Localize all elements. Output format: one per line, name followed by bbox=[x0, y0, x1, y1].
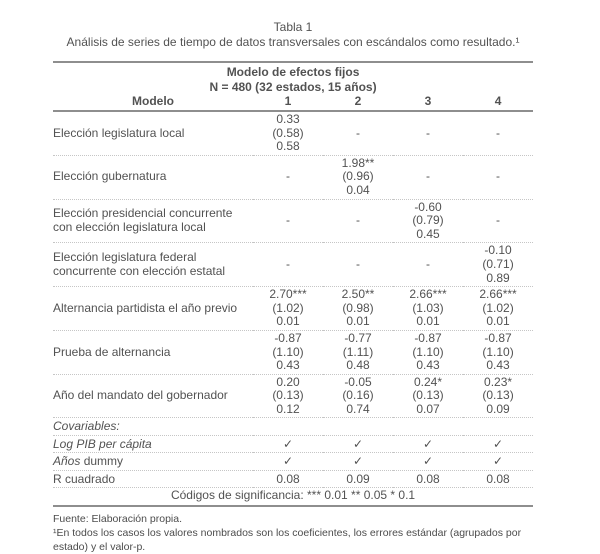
value-cell: -0.87 (1.10) 0.43 bbox=[412, 330, 444, 373]
value-cell: - bbox=[426, 256, 430, 271]
value-cell: -0.10 (0.71) 0.89 bbox=[482, 243, 514, 285]
table-row bbox=[53, 155, 533, 199]
effects-table bbox=[53, 61, 533, 507]
row-label: Elección legislatura federal concurrente con elección estatal bbox=[53, 250, 226, 278]
table-row bbox=[53, 243, 533, 287]
value-cell: - bbox=[286, 256, 290, 271]
value-cell: 1.98** (0.96) 0.04 bbox=[341, 155, 375, 197]
value-cell: - bbox=[356, 213, 360, 228]
row-label: Elección gubernatura bbox=[53, 169, 167, 184]
value-cell: 0.24* (0.13) 0.07 bbox=[412, 374, 444, 416]
group-header-line1: Modelo de efectos fijos bbox=[226, 65, 360, 79]
value-cell: -0.05 (0.16) 0.74 bbox=[342, 374, 374, 416]
value-cell: - bbox=[356, 256, 360, 271]
value-cell: - bbox=[356, 125, 360, 140]
value-cell: 2.66*** (1.02) 0.01 bbox=[479, 287, 517, 329]
table-title: Tabla 1 bbox=[273, 20, 313, 34]
check-mark: ✓ bbox=[422, 454, 434, 469]
row-label: Año del mandato del gobernador bbox=[53, 388, 228, 403]
value-cell: - bbox=[496, 213, 501, 228]
group-header-row bbox=[53, 62, 533, 95]
value-cell: -0.87 (1.10) 0.43 bbox=[272, 330, 304, 373]
row-label: Elección legislatura local bbox=[53, 125, 185, 140]
table-row bbox=[53, 470, 533, 488]
value-cell: -0.87 (1.10) 0.43 bbox=[482, 330, 514, 373]
table-row bbox=[53, 435, 533, 453]
covariables-label: Covariables: bbox=[53, 419, 120, 434]
value-cell: 0.08 bbox=[276, 471, 300, 486]
row-label-part: Log PIB per cápita bbox=[53, 436, 152, 451]
group-header bbox=[53, 62, 533, 95]
row-label: Elección presidencial concurrente con elección legislatura local bbox=[53, 206, 233, 234]
value-cell: - bbox=[426, 125, 430, 140]
value-cell: 2.50** (0.98) 0.01 bbox=[341, 287, 375, 329]
value-cell: 0.23* (0.13) 0.09 bbox=[482, 374, 514, 416]
row-label bbox=[53, 470, 253, 488]
check-mark: ✓ bbox=[493, 454, 504, 469]
table-head bbox=[53, 62, 533, 111]
value-cell: 0.33 (0.58) 0.58 bbox=[272, 112, 304, 154]
value-cell: 0.20 (0.13) 0.12 bbox=[272, 374, 304, 416]
row-label-part: Años bbox=[53, 454, 81, 469]
row-label-part: dummy bbox=[80, 454, 124, 469]
value-cell: -0.60 (0.79) 0.45 bbox=[412, 199, 444, 241]
value-cell: - bbox=[426, 169, 430, 184]
table-row bbox=[53, 374, 533, 418]
column-header-4: 4 bbox=[463, 95, 533, 111]
row-label: Prueba de alternancia bbox=[53, 344, 171, 359]
value-cell: - bbox=[496, 169, 501, 184]
significance-codes: Códigos de significancia: *** 0.01 ** 0.05 * 0.1 bbox=[53, 488, 533, 506]
column-header-2: 2 bbox=[323, 95, 393, 111]
check-mark: ✓ bbox=[352, 454, 364, 469]
row-label-part: R cuadrado bbox=[53, 471, 116, 486]
group-header-line2: N = 480 (32 estados, 15 años) bbox=[209, 79, 377, 94]
check-mark: ✓ bbox=[493, 436, 504, 451]
row-label bbox=[53, 453, 253, 471]
variable-rows bbox=[53, 111, 533, 418]
check-mark: ✓ bbox=[422, 436, 434, 451]
table-row bbox=[53, 111, 533, 155]
check-mark: ✓ bbox=[282, 436, 294, 451]
table-row bbox=[53, 453, 533, 471]
value-cell: 0.08 bbox=[416, 471, 440, 486]
table-row bbox=[53, 287, 533, 331]
stat-rows bbox=[53, 418, 533, 488]
column-header-1: 1 bbox=[253, 95, 323, 111]
table-foot bbox=[53, 488, 533, 506]
table-row bbox=[53, 330, 533, 374]
value-cell: - bbox=[496, 125, 501, 140]
table-subtitle: Análisis de series de tiempo de datos transversales con escándalos como resultado.¹ bbox=[66, 35, 520, 49]
check-mark: ✓ bbox=[282, 454, 294, 469]
covariables-section-row bbox=[53, 418, 533, 436]
source-note: Fuente: Elaboración propia. bbox=[53, 512, 182, 525]
check-mark: ✓ bbox=[352, 436, 364, 451]
value-cell: 0.09 bbox=[346, 471, 370, 486]
table-row bbox=[53, 199, 533, 243]
value-cell: 0.08 bbox=[486, 471, 510, 486]
column-header-3: 3 bbox=[393, 95, 463, 111]
value-cell: - bbox=[286, 169, 290, 184]
footer-block bbox=[53, 513, 553, 554]
footnote: ¹En todos los casos los valores nombrados son los coeficientes, los errores estándar (agrupados por estado) y el valor-p. bbox=[53, 527, 522, 553]
column-header-model: Modelo bbox=[53, 95, 253, 111]
column-header-row bbox=[53, 95, 533, 111]
significance-row bbox=[53, 488, 533, 506]
row-label: Alternancia partidista el año previo bbox=[53, 300, 238, 315]
value-cell: - bbox=[286, 213, 290, 228]
row-label bbox=[53, 435, 253, 453]
value-cell: 2.70*** (1.02) 0.01 bbox=[269, 287, 307, 329]
value-cell: 2.66*** (1.03) 0.01 bbox=[409, 287, 447, 329]
table-header-block bbox=[53, 20, 533, 50]
value-cell: -0.77 (1.11) 0.48 bbox=[342, 330, 374, 373]
